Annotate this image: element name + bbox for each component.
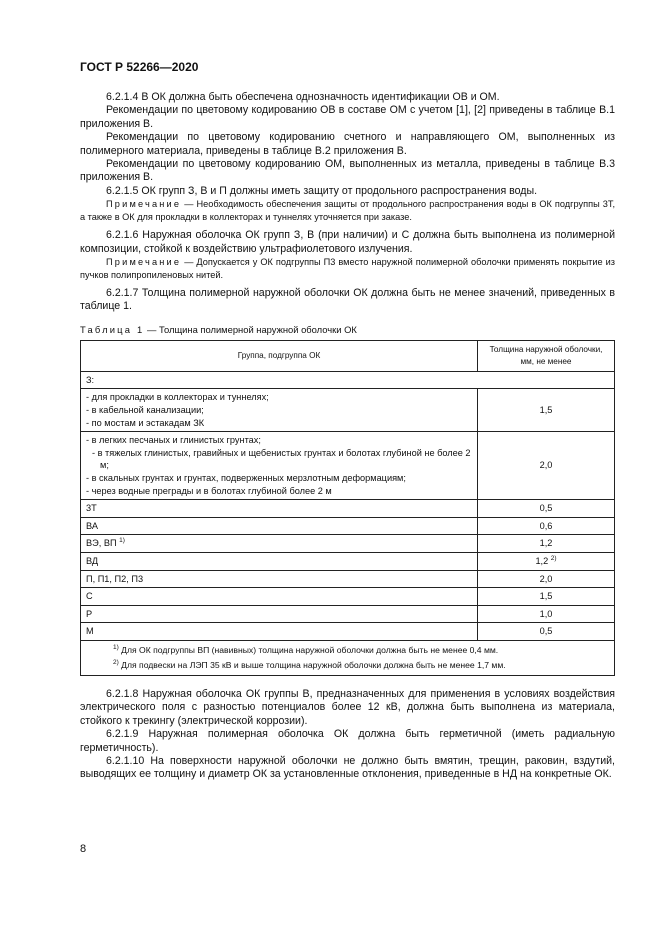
list-item: - в кабельной канализации; bbox=[86, 405, 204, 416]
table-caption-text: — Толщина полимерной наружной оболочки ОК bbox=[144, 323, 357, 335]
footnote-ref: 1) bbox=[119, 537, 125, 545]
note-text: — Допускается у ОК подгруппы П3 вместо наружной полимерной оболочки применять покрытие из пучков полипропиленовых нитей. bbox=[80, 257, 615, 280]
footnote bbox=[113, 643, 608, 658]
table-row bbox=[81, 588, 615, 606]
table-caption-label: Таблица 1 bbox=[80, 323, 145, 335]
paragraph-color-coding-ov: Рекомендации по цветовому кодированию ОВ в составе ОМ с учетом [1], [2] приведены в таблице В.1 приложения В. bbox=[80, 104, 615, 130]
note-water-protection bbox=[80, 198, 615, 223]
paragraph-color-coding-metal: Рекомендации по цветовому кодированию ОМ, выполненных из металла, приведены в таблице В.3 приложения В. bbox=[80, 158, 615, 184]
table-row bbox=[81, 432, 615, 500]
group-z-label: З: bbox=[81, 371, 615, 389]
footnote-ref: 2) bbox=[550, 554, 557, 562]
value-cell: 1,0 bbox=[478, 605, 615, 623]
group-cell: С bbox=[81, 588, 478, 606]
footnote-text: Для подвески на ЛЭП 35 кВ и выше толщина наружной оболочки должна быть не менее 1,7 мм. bbox=[118, 659, 506, 670]
table-row bbox=[81, 500, 615, 518]
table-row bbox=[81, 605, 615, 623]
list-item: - через водные преграды и в болотах глубиной более 2 м bbox=[86, 485, 332, 496]
value-cell: 1,2 bbox=[478, 535, 615, 553]
paragraph-6-2-1-7: 6.2.1.7 Толщина полимерной наружной оболочки ОК должна быть не менее значений, приведенных в таблице 1. bbox=[80, 287, 615, 313]
footnote-mark: 1) bbox=[113, 644, 119, 652]
value-cell: 0,5 bbox=[478, 500, 615, 518]
footnote-text: Для ОК подгруппы ВП (навивных) толщина наружной оболочки должна быть не менее 0,4 мм. bbox=[118, 644, 499, 655]
list-item: - по мостам и эстакадам ЗК bbox=[86, 417, 205, 428]
table-row bbox=[81, 570, 615, 588]
value-cell bbox=[478, 553, 615, 571]
note-label: Примечание bbox=[106, 199, 182, 210]
footnote bbox=[113, 658, 608, 673]
table-footnotes bbox=[81, 640, 615, 675]
paragraph-6-2-1-10: 6.2.1.10 На поверхности наружной оболочки не должно быть вмятин, трещин, раковин, вздутий, выводящих ее толщину и диаметр ОК за установленные отклонения, приведенные в НД на конкретные ОК. bbox=[80, 755, 615, 781]
group-cell bbox=[81, 535, 478, 553]
list-item: - для прокладки в коллекторах и туннелях; bbox=[86, 392, 269, 403]
table-row bbox=[81, 371, 615, 389]
table-footnotes-row bbox=[81, 640, 615, 675]
list-item: - в скальных грунтах и грунтах, подверженных мерзлотным деформациям; bbox=[86, 473, 406, 484]
footnote-mark: 2) bbox=[113, 659, 119, 667]
paragraph-6-2-1-5: 6.2.1.5 ОК групп З, В и П должны иметь защиту от продольного распространения воды. bbox=[106, 184, 538, 197]
table-row bbox=[81, 517, 615, 535]
sheath-thickness-table bbox=[80, 340, 615, 676]
page-number: 8 bbox=[80, 843, 87, 855]
group-cell: 3Т bbox=[81, 500, 478, 518]
standard-header: ГОСТ Р 52266—2020 bbox=[80, 60, 199, 74]
paragraph-6-2-1-9: 6.2.1.9 Наружная полимерная оболочка ОК должна быть герметичной (иметь радиальную герметичность). bbox=[80, 728, 615, 754]
list-item: - в легких песчаных и глинистых грунтах; bbox=[86, 435, 261, 446]
group-cell: ВА bbox=[81, 517, 478, 535]
value-cell: 1,5 bbox=[478, 389, 615, 432]
column-header-group: Группа, подгруппа ОК bbox=[81, 340, 478, 371]
value-cell: 0,6 bbox=[478, 517, 615, 535]
table-caption bbox=[80, 324, 615, 335]
group-cell bbox=[81, 432, 478, 500]
value-cell: 0,5 bbox=[478, 623, 615, 641]
table-row bbox=[81, 535, 615, 553]
value-cell: 2,0 bbox=[478, 432, 615, 500]
paragraph-color-coding-polymer: Рекомендации по цветовому кодированию счетного и направляющего ОМ, выполненных из полимерного материала, приведены в таблице В.2 приложения В. bbox=[80, 131, 615, 157]
value-text: 1,2 bbox=[535, 556, 549, 566]
paragraph-6-2-1-8: 6.2.1.8 Наружная оболочка ОК группы В, предназначенных для применения в условиях воздействия электрического поля с разностью потенциалов более 12 кВ, должна быть выполнена из материала, стойкого к трекингу (электрической коррозии). bbox=[80, 687, 615, 727]
note-polypropylene bbox=[80, 256, 615, 281]
group-cell: П, П1, П2, П3 bbox=[81, 570, 478, 588]
group-cell: ВД bbox=[81, 553, 478, 571]
note-text: — Необходимость обеспечения защиты от продольного распространения воды в ОК подгруппы 3Т, а также в ОК для прокладки в коллекторах и туннелях уточняется при заказе. bbox=[80, 199, 615, 222]
group-cell bbox=[81, 389, 478, 432]
group-text: ВЭ, ВП bbox=[86, 538, 117, 549]
table-header-row bbox=[81, 340, 615, 371]
list-item: - в тяжелых глинистых, гравийных и щебенистых грунтах и болотах глубиной не более 2 м; bbox=[92, 447, 471, 471]
paragraph-6-2-1-4: 6.2.1.4 В ОК должна быть обеспечена однозначность идентификации ОВ и ОМ. bbox=[106, 91, 500, 103]
table-row bbox=[81, 553, 615, 571]
table-row bbox=[81, 389, 615, 432]
note-label: Примечание bbox=[106, 257, 182, 268]
table-row bbox=[81, 623, 615, 641]
column-header-thickness: Толщина наружной оболочки, мм, не менее bbox=[478, 340, 615, 371]
page-content bbox=[80, 91, 615, 782]
value-cell: 1,5 bbox=[478, 588, 615, 606]
paragraph-6-2-1-6: 6.2.1.6 Наружная оболочка ОК групп З, В (при наличии) и С должна быть выполнена из полимерной композиции, стойкой к воздействию ультрафиолетового излучения. bbox=[80, 229, 615, 255]
group-cell: Р bbox=[81, 605, 478, 623]
value-cell: 2,0 bbox=[478, 570, 615, 588]
group-cell: М bbox=[81, 623, 478, 641]
